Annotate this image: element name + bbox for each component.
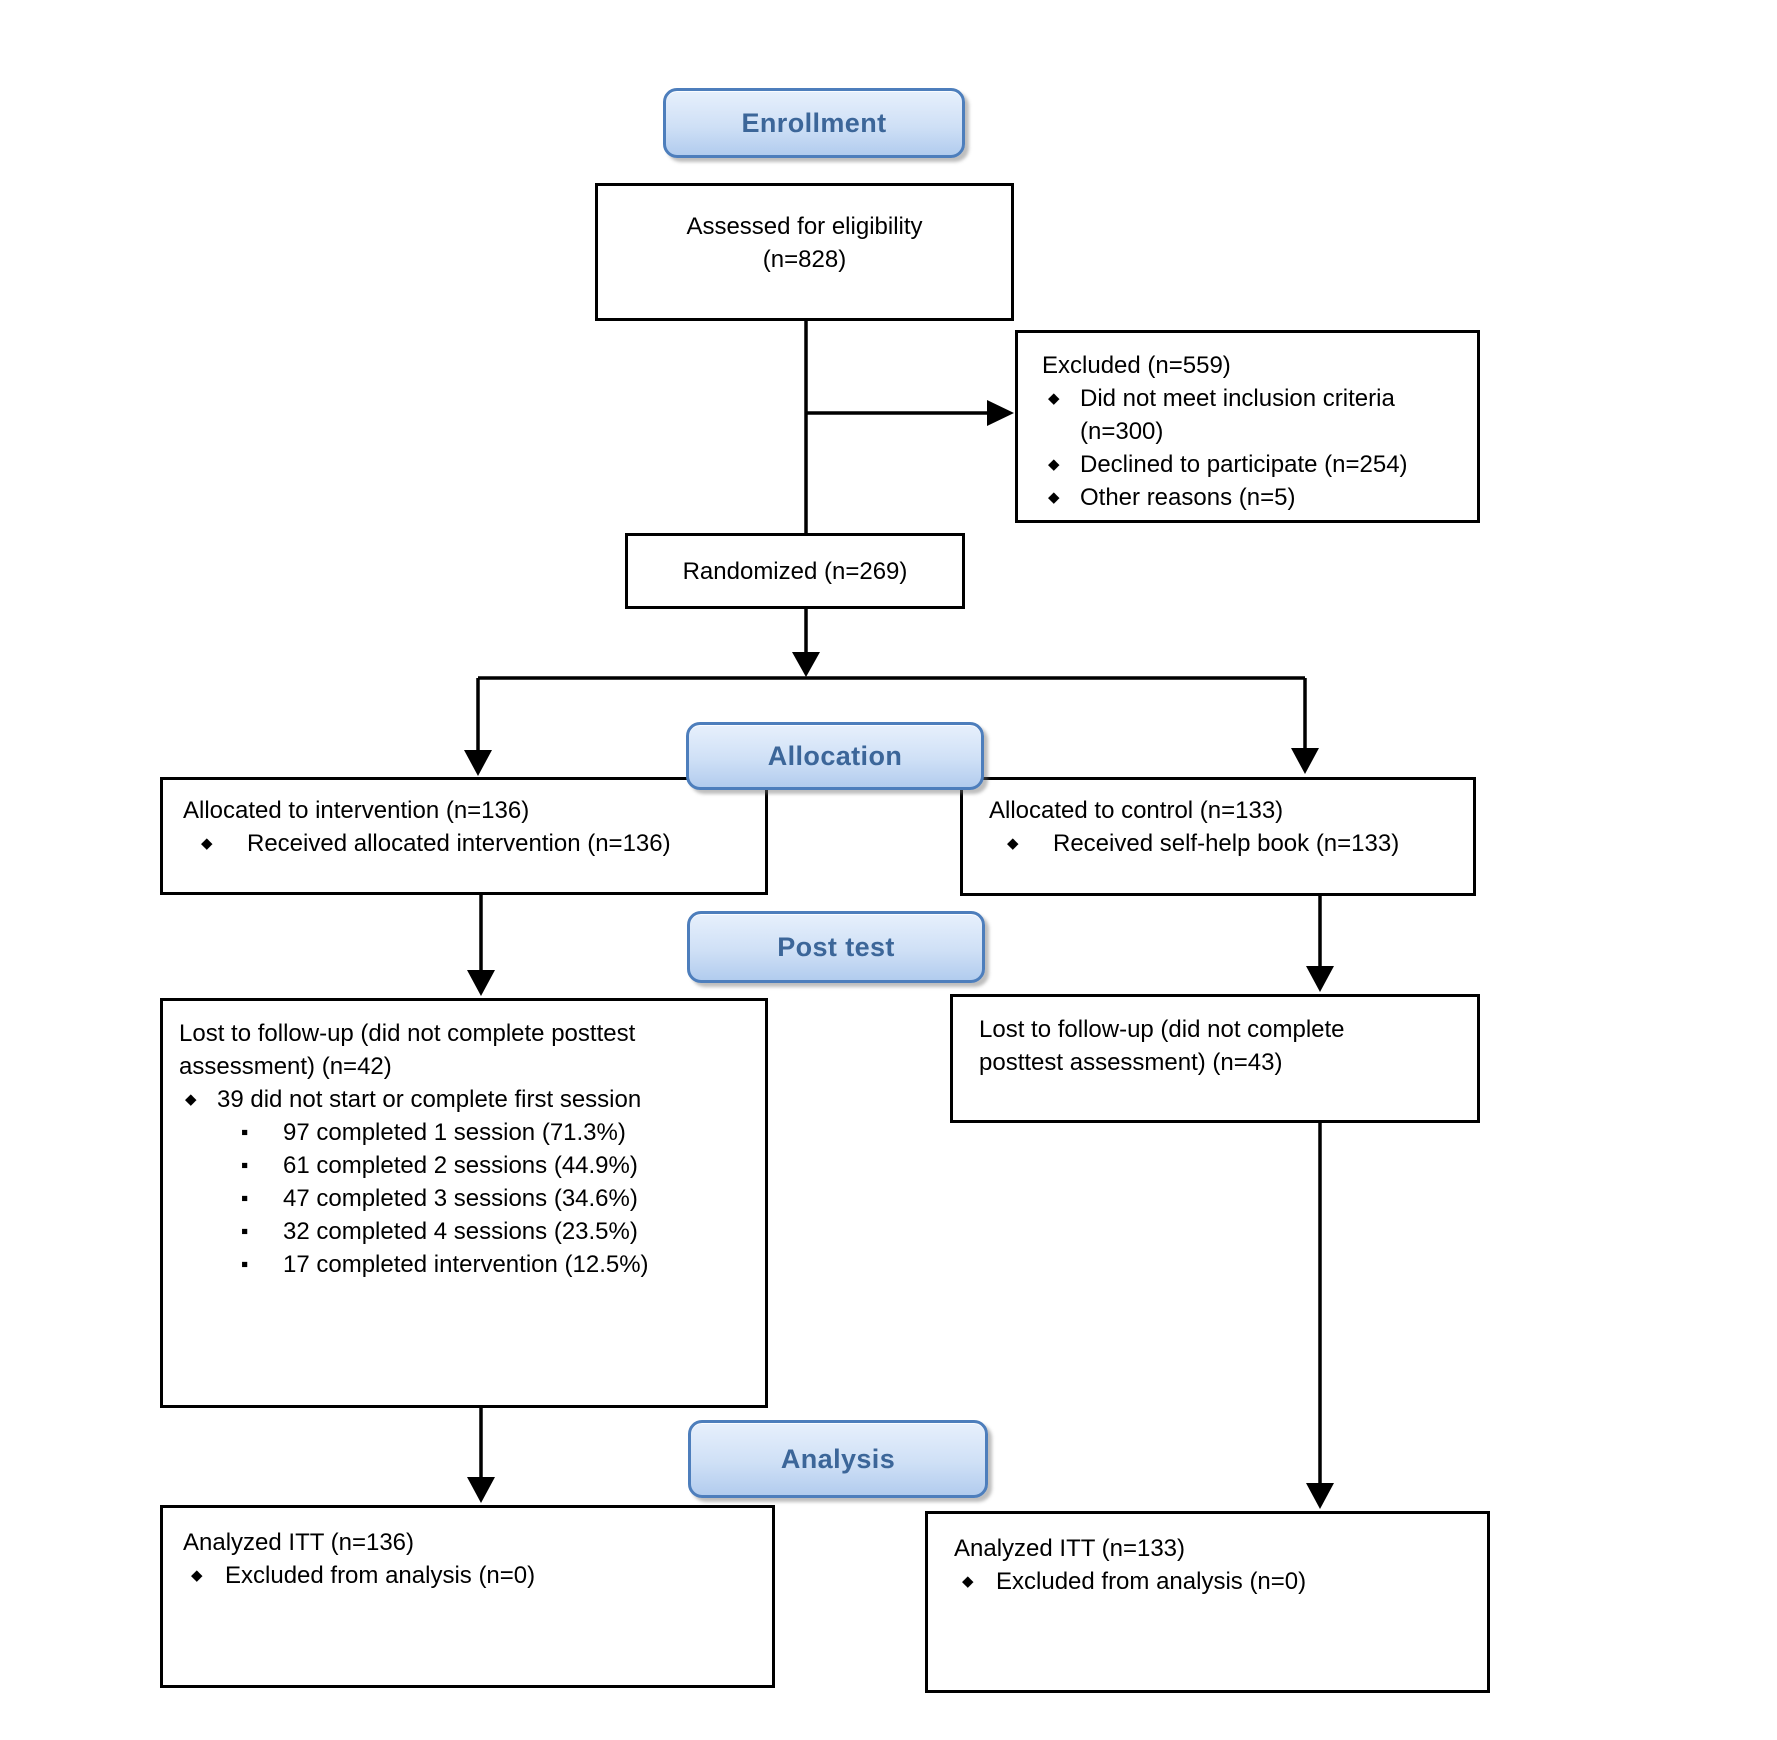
intervention-analysis-box [160,1505,775,1688]
randomized-label: Randomized (n=269) [682,557,908,585]
control-posttest-title-line1: Lost to follow-up (did not complete [979,1016,1345,1043]
allocation-stage-label: Allocation [767,740,903,771]
arrowhead-control-posttest [1306,966,1334,992]
excluded-item-2: Declined to participate (n=254) [1080,451,1408,478]
session-completion-4: 32 completed 4 sessions (23.5%) [283,1218,638,1245]
diamond-bullet-icon: ◆ [185,1091,197,1108]
sub-bullet-item [179,1182,753,1215]
bullet-item [1042,481,1465,514]
control-analysis-box [925,1511,1490,1693]
enrollment-stage-label: Enrollment [741,107,887,138]
sub-bullet-item [179,1149,753,1182]
allocation-stage-badge [686,722,984,790]
control-analysis-item-1: Excluded from analysis (n=0) [996,1568,1307,1595]
intervention-posttest-title-line1: Lost to follow-up (did not complete posttest [179,1020,636,1047]
enrollment-stage-badge [663,88,965,158]
sub-bullet-item [179,1215,753,1248]
square-bullet-icon: ▪ [241,1187,249,1210]
control-posttest-title-line2: posttest assessment) (n=43) [979,1049,1283,1076]
session-completion-3: 47 completed 3 sessions (34.6%) [283,1185,638,1212]
bullet-item [989,827,1461,860]
square-bullet-icon: ▪ [241,1121,249,1144]
intervention-analysis-item-1: Excluded from analysis (n=0) [225,1562,536,1589]
intervention-posttest-bullet: 39 did not start or complete first session [217,1086,642,1113]
diamond-bullet-icon: ◆ [201,835,213,852]
session-completion-1: 97 completed 1 session (71.3%) [283,1119,626,1146]
bullet-item [183,827,753,860]
sub-bullet-item [179,1248,753,1281]
analysis-stage-badge [688,1420,988,1498]
diamond-bullet-icon: ◆ [1048,456,1060,473]
assessed-box [595,183,1014,321]
randomized-box [625,533,965,609]
square-bullet-icon: ▪ [241,1220,249,1243]
arrowhead-split [792,652,820,677]
control-analysis-title: Analyzed ITT (n=133) [954,1535,1186,1562]
diamond-bullet-icon: ◆ [1048,390,1060,407]
intervention-allocation-item-1: Received allocated intervention (n=136) [247,830,671,857]
analysis-stage-label: Analysis [780,1443,896,1474]
square-bullet-icon: ▪ [241,1253,249,1276]
intervention-posttest-title-line2: assessment) (n=42) [179,1053,392,1080]
posttest-stage-badge [687,911,985,983]
control-allocation-box [960,777,1476,896]
intervention-allocation-box [160,777,768,895]
bullet-item [1042,382,1465,448]
excluded-title: Excluded (n=559) [1042,352,1231,379]
arrowhead-control-analysis [1306,1483,1334,1509]
square-bullet-icon: ▪ [241,1154,249,1177]
bullet-item [179,1083,753,1116]
intervention-allocation-title: Allocated to intervention (n=136) [183,797,530,824]
diamond-bullet-icon: ◆ [191,1567,203,1584]
session-completion-5: 17 completed intervention (12.5%) [283,1251,649,1278]
excluded-box [1015,330,1480,523]
session-completion-2: 61 completed 2 sessions (44.9%) [283,1152,638,1179]
assessed-line2: (n=828) [762,246,847,273]
control-posttest-box [950,994,1480,1123]
intervention-analysis-title: Analyzed ITT (n=136) [183,1529,415,1556]
intervention-posttest-box [160,998,768,1408]
arrowhead-excluded [987,400,1014,426]
arrowhead-intervention-posttest [467,970,495,996]
diamond-bullet-icon: ◆ [1007,835,1019,852]
excluded-item-3: Other reasons (n=5) [1080,484,1296,511]
diamond-bullet-icon: ◆ [962,1573,974,1590]
bullet-item [183,1559,760,1592]
excluded-item-1: Did not meet inclusion criteria (n=300) [1080,385,1395,445]
arrowhead-intervention-analysis [467,1477,495,1503]
bullet-item [954,1565,1475,1598]
diamond-bullet-icon: ◆ [1048,489,1060,506]
sub-bullet-item [179,1116,753,1149]
bullet-item [1042,448,1465,481]
posttest-stage-label: Post test [777,931,895,962]
arrowhead-intervention-allocation [464,750,492,776]
assessed-line1: Assessed for eligibility [686,213,923,240]
control-allocation-item-1: Received self-help book (n=133) [1053,830,1400,857]
arrowhead-control-allocation [1291,748,1319,774]
control-allocation-title: Allocated to control (n=133) [989,797,1284,824]
